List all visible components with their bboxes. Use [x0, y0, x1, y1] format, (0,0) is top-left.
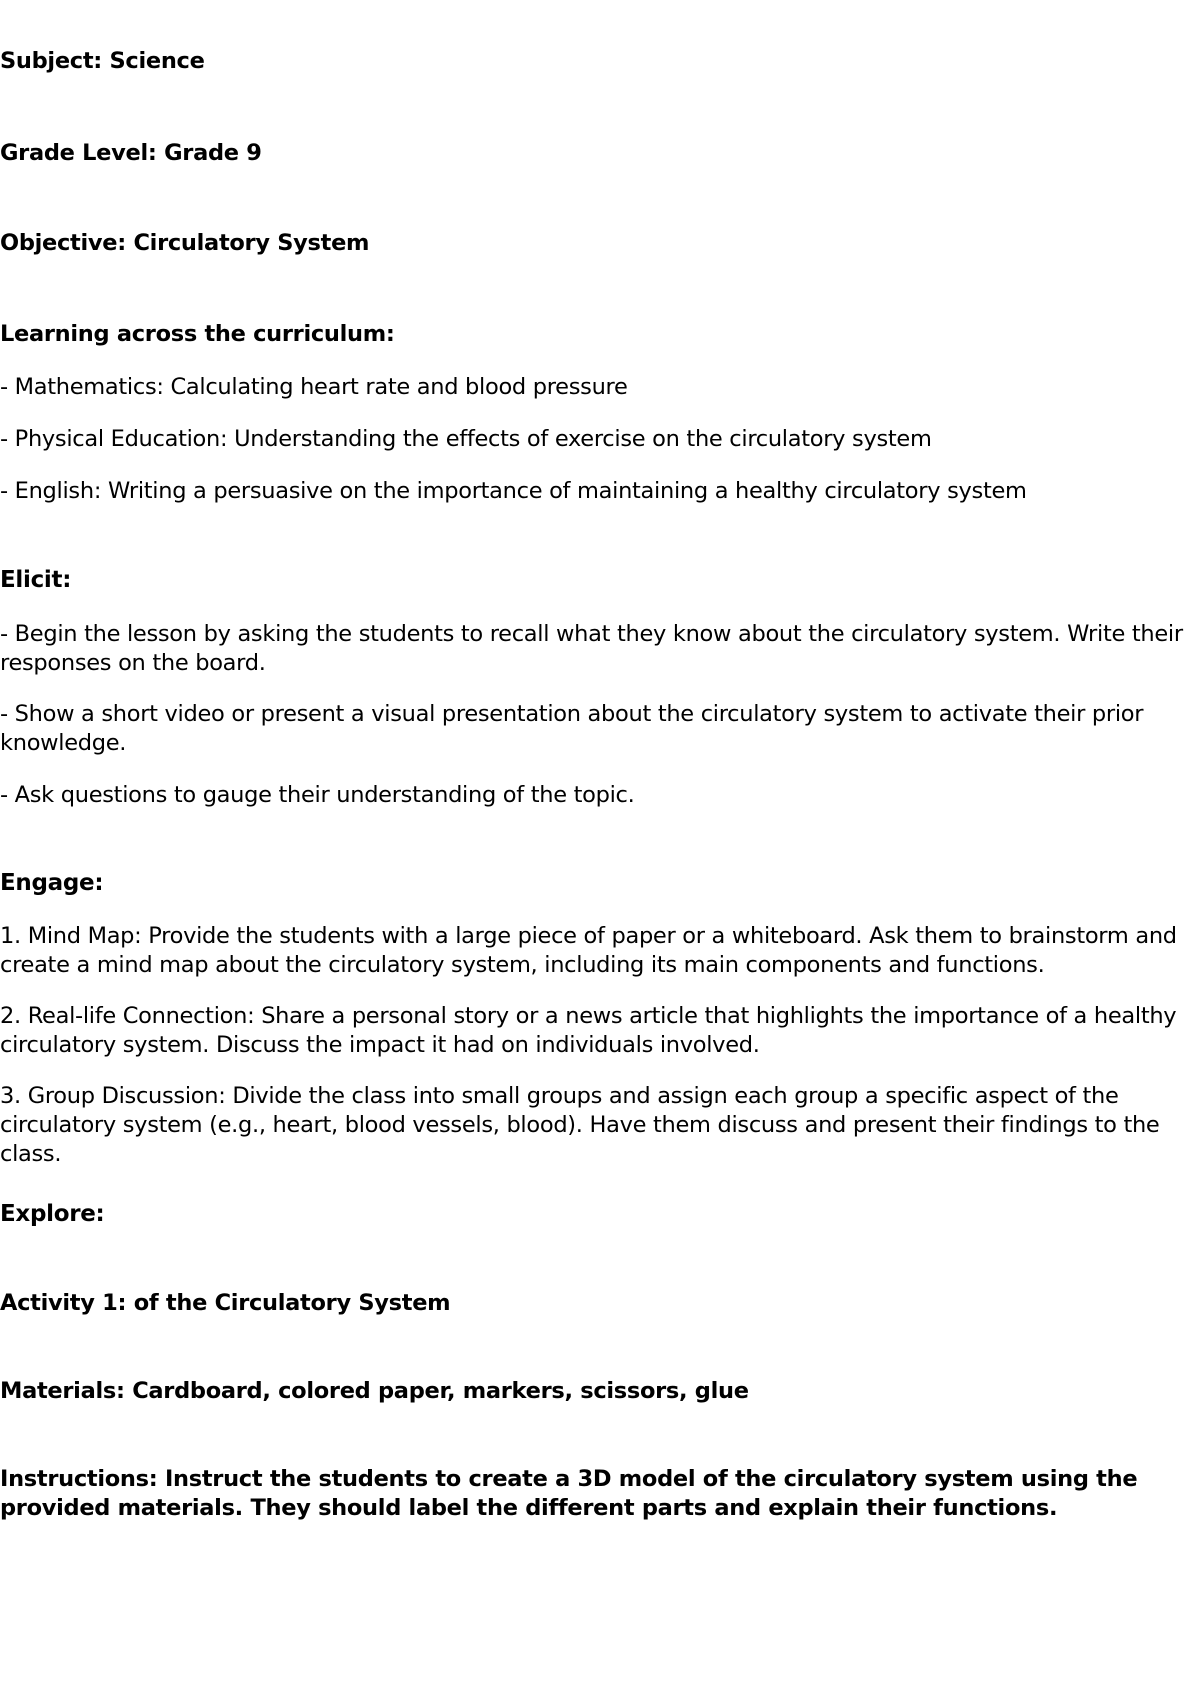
activity-line: Activity 1: of the Circulatory System [0, 1290, 451, 1316]
curriculum-item-mathematics: - Mathematics: Calculating heart rate and blood pressure [0, 374, 628, 400]
curriculum-heading: Learning across the curriculum: [0, 321, 395, 347]
engage-item-group-discussion: 3. Group Discussion: Divide the class into small groups and assign each group a specific aspect of the circulatory system (e.g., heart, blood vessels, blood). Have them discuss and present their findings to the class. [0, 1083, 1160, 1167]
elicit-item-recall: - Begin the lesson by asking the students to recall what they know about the circulatory system. Write their responses on the board. [0, 621, 1183, 676]
engage-item-real-life-connection: 2. Real-life Connection: Share a personal story or a news article that highlights the importance of a healthy circulatory system. Discuss the impact it had on individuals involved. [0, 1003, 1177, 1058]
engage-item-mind-map: 1. Mind Map: Provide the students with a large piece of paper or a whiteboard. Ask them to brainstorm and create a mind map about the circulatory system, including its main components and functions. [0, 923, 1177, 978]
grade-level-line: Grade Level: Grade 9 [0, 140, 262, 166]
subject-line: Subject: Science [0, 48, 205, 74]
elicit-heading: Elicit: [0, 567, 72, 593]
curriculum-item-english: - English: Writing a persuasive on the importance of maintaining a healthy circulatory system [0, 478, 1027, 504]
instructions-line: Instructions: Instruct the students to create a 3D model of the circulatory system using the provided materials. They should label the different parts and explain their functions. [0, 1466, 1138, 1521]
engage-heading: Engage: [0, 870, 104, 896]
explore-heading: Explore: [0, 1201, 105, 1227]
curriculum-item-physical-education: - Physical Education: Understanding the effects of exercise on the circulatory system [0, 426, 932, 452]
elicit-item-video: - Show a short video or present a visual presentation about the circulatory system to activate their prior knowledge. [0, 701, 1144, 756]
elicit-item-questions: - Ask questions to gauge their understanding of the topic. [0, 782, 635, 808]
objective-line: Objective: Circulatory System [0, 230, 370, 256]
materials-line: Materials: Cardboard, colored paper, markers, scissors, glue [0, 1378, 749, 1404]
